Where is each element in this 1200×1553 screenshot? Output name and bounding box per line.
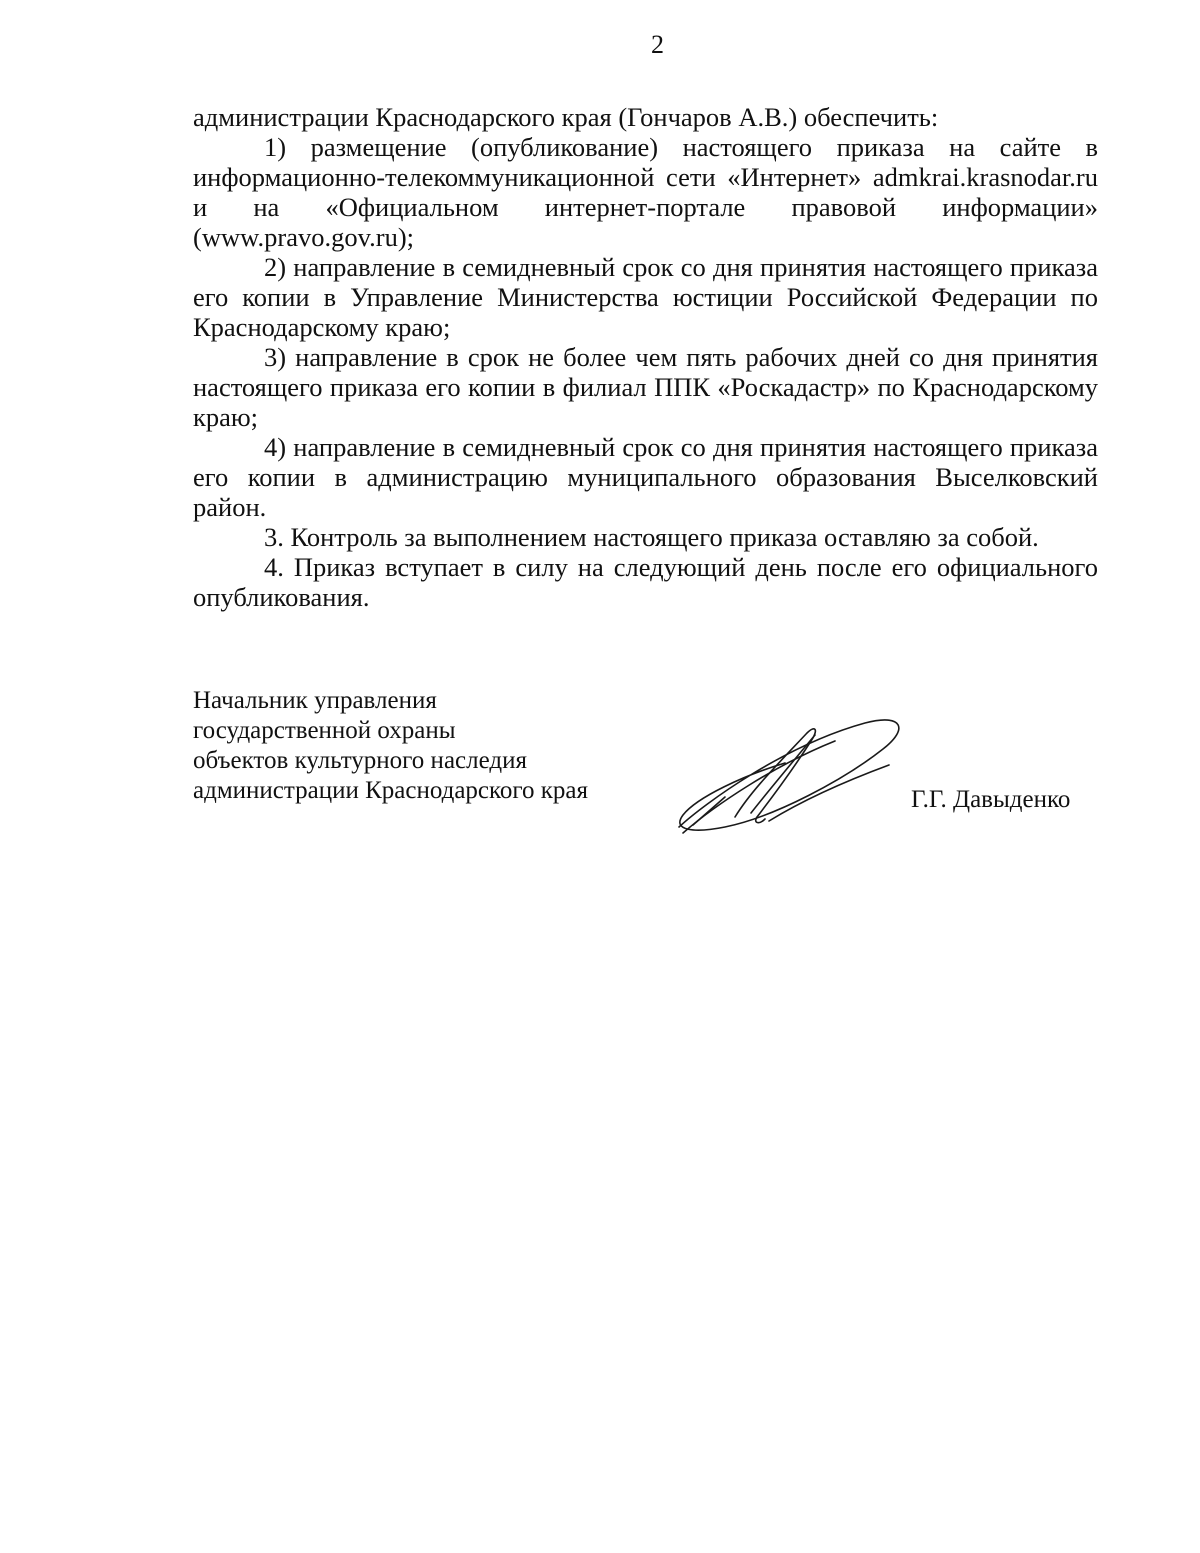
document-body [193,102,1098,612]
position-line: объектов культурного наследия [193,747,527,774]
position-line: Начальник управления [193,687,437,714]
paragraph-clause-3: 3. Контроль за выполнением настоящего приказа оставляю за собой. [264,522,1039,552]
paragraph-item-1: 1) размещение (опубликование) настоящего приказа на сайте в информационно-телекоммуникационной сети «Интернет» admkrai.krasnodar.ru и на «Официальном интернет-портале правовой информации» (www.pravo.gov.ru); [193,132,1098,252]
position-line: государственной охраны [193,717,456,744]
position-line: администрации Краснодарского края [193,777,589,804]
paragraph-item-2: 2) направление в семидневный срок со дня принятия настоящего приказа его копии в Управление Министерства юстиции Российской Федерации по Краснодарскому краю; [193,252,1098,342]
signatory-position [193,686,588,806]
paragraph-item-4: 4) направление в семидневный срок со дня принятия настоящего приказа его копии в администрацию муниципального образования Выселковский район. [193,432,1098,522]
handwritten-signature [665,705,905,840]
paragraph-item-3: 3) направление в срок не более чем пять рабочих дней со дня принятия настоящего приказа его копии в филиал ППК «Роскадастр» по Краснодарскому краю; [193,342,1098,432]
page-number: 2 [651,30,664,59]
paragraph-clause-4: 4. Приказ вступает в силу на следующий день после его официального опубликования. [193,552,1098,612]
paragraph-intro: администрации Краснодарского края (Гончаров А.В.) обеспечить: [193,102,939,132]
signatory-name: Г.Г. Давыденко [911,786,1071,813]
